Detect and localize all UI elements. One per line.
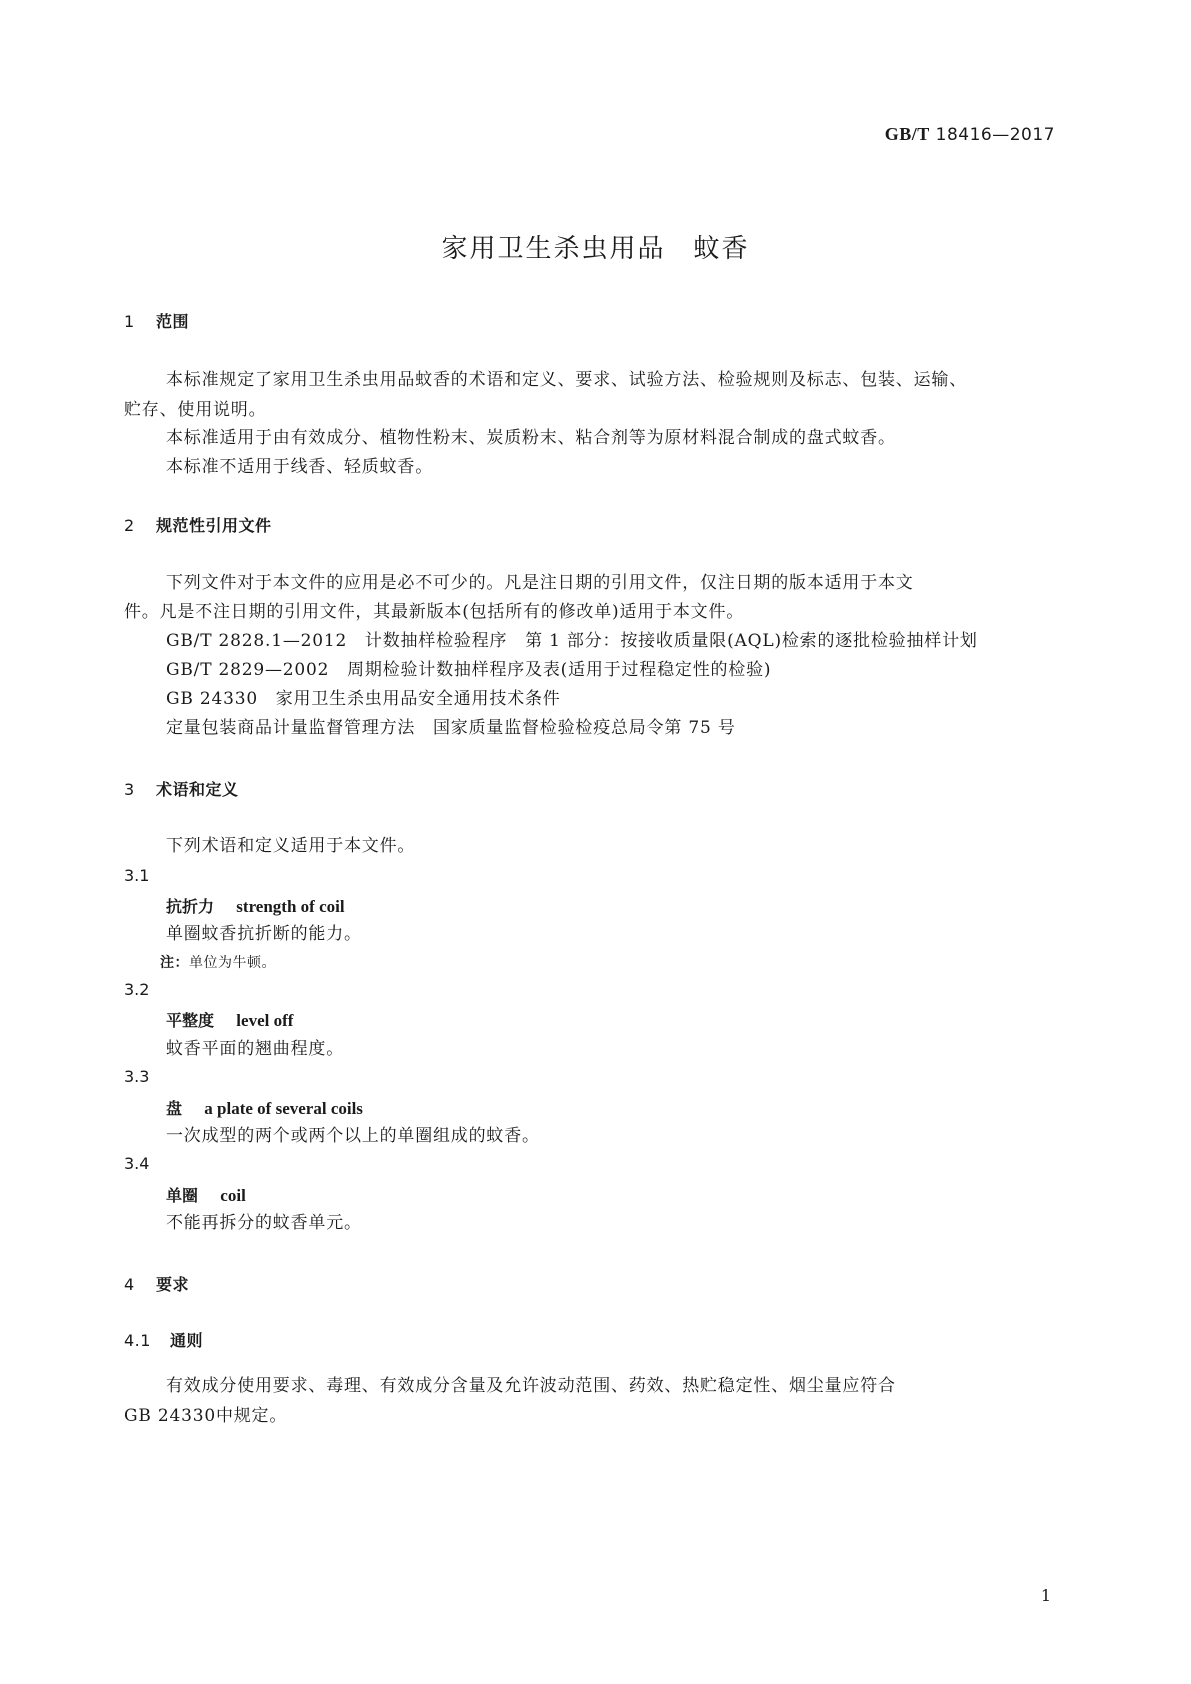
reference-item: GB/T 2829—2002 周期检验计数抽样程序及表(适用于过程稳定性的检验) [166,660,772,680]
paragraph: GB 24330中规定。 [124,1406,288,1426]
section-1-heading [124,309,189,332]
subsection-number: 4.1 [124,1331,151,1350]
term-name-zh: 单圈 [166,1186,199,1205]
term-name [166,1096,363,1119]
term-number: 3.1 [124,866,150,885]
term-number: 3.4 [124,1154,150,1173]
subsection-4-1-heading [124,1328,203,1351]
section-4-heading [124,1272,189,1295]
term-definition: 单圈蚊香抗折断的能力。 [166,924,362,944]
section-2-heading [124,513,272,536]
term-name-zh: 平整度 [166,1011,215,1030]
term-name-en: a plate of several coils [204,1099,363,1118]
term-number: 3.2 [124,980,150,999]
term-name [166,1008,293,1031]
term-definition: 不能再拆分的蚊香单元。 [166,1213,362,1233]
standard-prefix: GB/T [884,124,930,144]
subsection-title: 通则 [170,1331,204,1350]
term-name-en: coil [220,1186,246,1205]
section-title: 范围 [156,312,190,331]
note-label: 注： [160,955,189,971]
paragraph: 本标准适用于由有效成分、植物性粉末、炭质粉末、粘合剂等为原材料混合制成的盘式蚊香。 [166,428,896,448]
section-number: 4 [124,1275,135,1294]
standard-code [885,124,1055,145]
paragraph: 下列文件对于本文件的应用是必不可少的。凡是注日期的引用文件，仅注日期的版本适用于本文 [166,573,914,593]
section-title: 规范性引用文件 [156,516,272,535]
paragraph: 有效成分使用要求、毒理、有效成分含量及允许波动范围、药效、热贮稳定性、烟尘量应符合 [166,1376,896,1396]
term-name-en: strength of coil [236,897,345,916]
paragraph: 下列术语和定义适用于本文件。 [166,836,416,856]
term-name-zh: 盘 [166,1099,183,1118]
term-definition: 蚊香平面的翘曲程度。 [166,1039,344,1059]
section-number: 3 [124,780,135,799]
reference-item: 定量包装商品计量监督管理方法 国家质量监督检验检疫总局令第 75 号 [166,718,736,738]
term-name [166,894,345,917]
paragraph: 贮存、使用说明。 [124,400,267,420]
page-number: 1 [1040,1586,1051,1605]
document-title: 家用卫生杀虫用品 蚊香 [441,234,750,264]
term-number: 3.3 [124,1067,150,1086]
section-title: 术语和定义 [156,780,239,799]
section-title: 要求 [156,1275,190,1294]
section-3-heading [124,777,239,800]
term-name [166,1183,246,1206]
paragraph: 件。凡是不注日期的引用文件，其最新版本(包括所有的修改单)适用于本文件。 [124,602,745,622]
reference-item: GB 24330 家用卫生杀虫用品安全通用技术条件 [166,689,561,709]
paragraph: 本标准规定了家用卫生杀虫用品蚊香的术语和定义、要求、试验方法、检验规则及标志、包装、运输、 [166,370,967,390]
note-text: 单位为牛顿。 [189,955,276,971]
section-number: 2 [124,516,135,535]
term-name-en: level off [236,1011,294,1030]
term-name-zh: 抗折力 [166,897,215,916]
term-definition: 一次成型的两个或两个以上的单圈组成的蚊香。 [166,1126,540,1146]
section-number: 1 [124,312,135,331]
standard-number: 18416—2017 [935,125,1055,145]
term-note [160,952,276,972]
reference-item: GB/T 2828.1—2012 计数抽样检验程序 第 1 部分：按接收质量限(AQL)检索的逐批检验抽样计划 [166,631,978,651]
paragraph: 本标准不适用于线香、轻质蚊香。 [166,457,433,477]
